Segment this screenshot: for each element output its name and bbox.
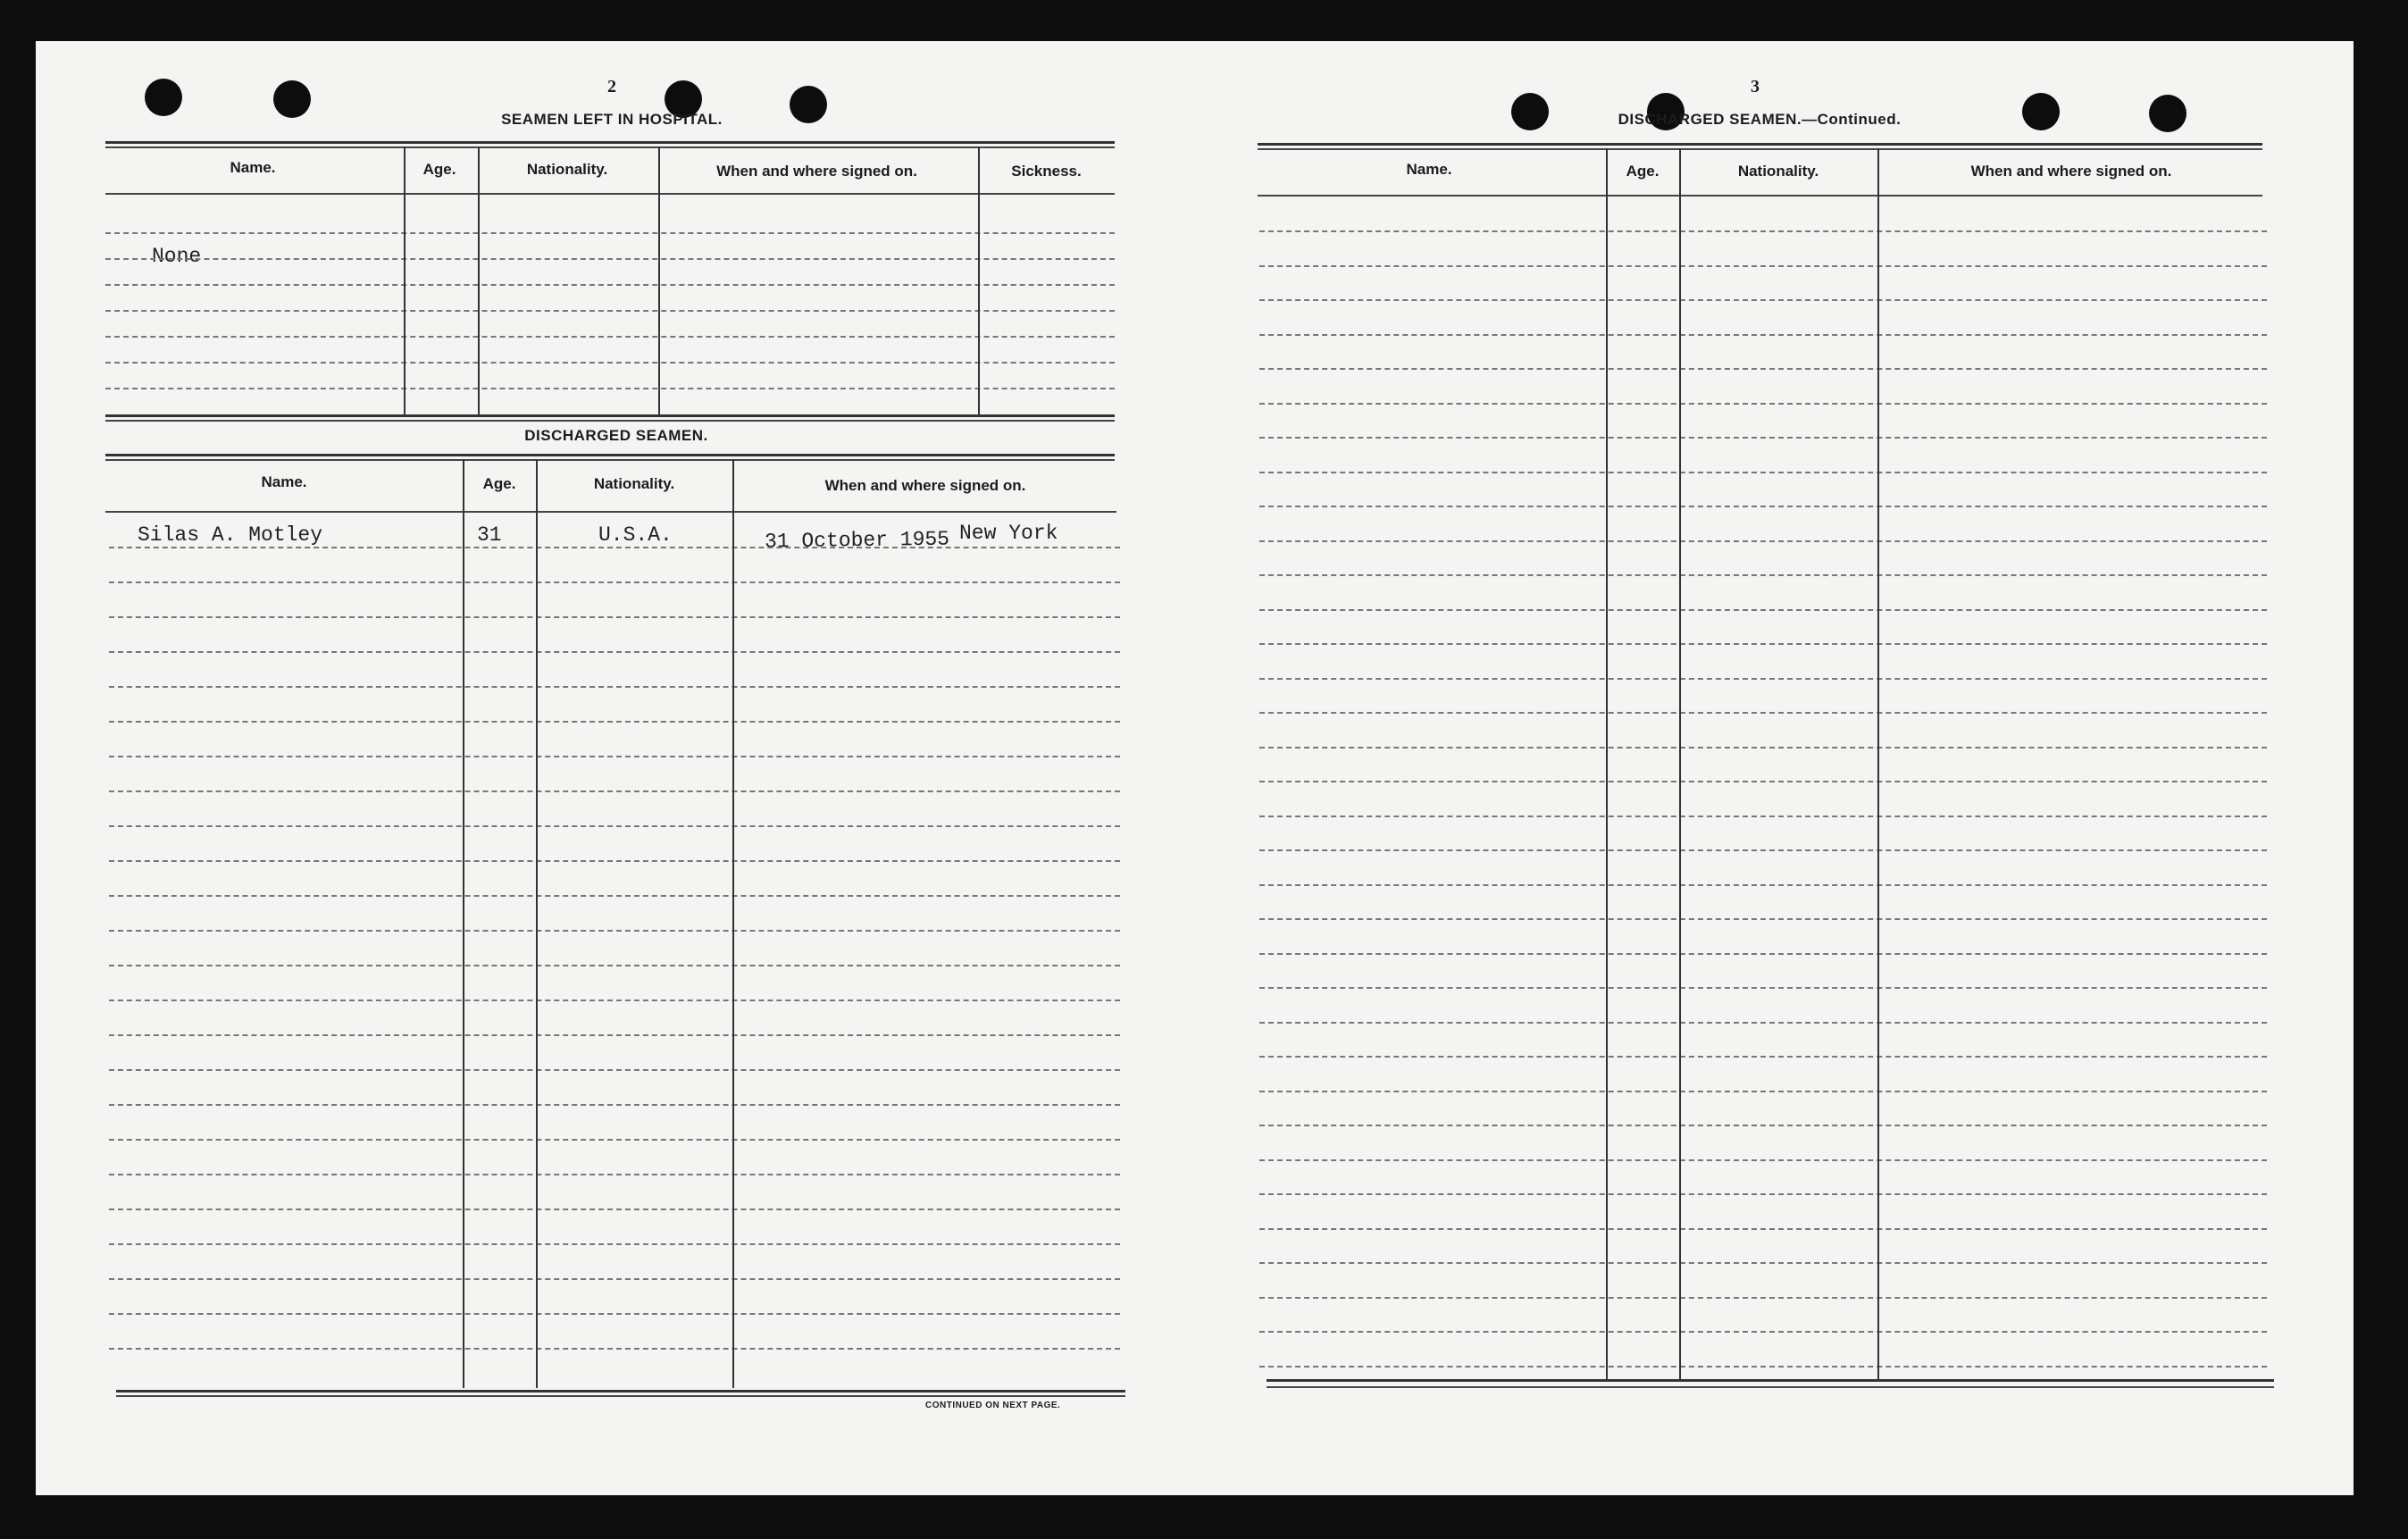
ruled-line: [1259, 1228, 2267, 1230]
left-bottom-rule: [116, 1390, 1125, 1393]
discharged-col-signed-on: When and where signed on.: [824, 477, 1026, 494]
punch-hole: [1511, 93, 1549, 130]
column-divider: [1877, 148, 1879, 1381]
ruled-line: [1259, 747, 2267, 749]
ruled-line: [109, 895, 1120, 897]
hospital-col-name: Name.: [230, 159, 276, 176]
discharged-row-age: 31: [477, 523, 502, 547]
ruled-line: [1259, 1091, 2267, 1092]
ruled-line: [1259, 953, 2267, 955]
hospital-col-nationality: Nationality.: [526, 161, 608, 178]
discharged-row-date: 31 October 1955: [764, 527, 950, 554]
column-divider: [978, 146, 980, 414]
ruled-line: [1259, 816, 2267, 817]
column-divider: [478, 146, 480, 414]
right-bottom-rule: [1267, 1379, 2274, 1382]
ruled-line: [105, 388, 1115, 389]
ruled-line: [109, 1348, 1120, 1350]
ruled-line: [105, 232, 1115, 234]
ruled-line: [109, 651, 1120, 653]
ruled-line: [109, 1209, 1120, 1210]
ruled-line: [109, 1313, 1120, 1315]
continued-footer: CONTINUED ON NEXT PAGE.: [925, 1401, 1061, 1410]
ruled-line: [109, 1278, 1120, 1280]
hospital-bottom-rule-2: [105, 420, 1115, 422]
ruled-line: [1259, 506, 2267, 507]
discharged-header-rule: [105, 511, 1116, 513]
page-number-right: 3: [1751, 77, 1760, 96]
discharged-section-title: DISCHARGED SEAMEN.: [524, 427, 708, 444]
discharged-col-nationality: Nationality.: [593, 475, 675, 492]
ruled-line: [109, 756, 1120, 757]
ruled-line: [109, 930, 1120, 932]
ruled-line: [105, 284, 1115, 286]
discharged-row-name: Silas A. Motley: [138, 523, 323, 547]
punch-hole: [273, 80, 311, 118]
discharged-col-age: Age.: [482, 475, 516, 492]
ruled-line: [109, 965, 1120, 966]
ruled-line: [105, 310, 1115, 312]
ruled-line: [1259, 781, 2267, 782]
ruled-line: [1259, 368, 2267, 370]
ruled-line: [109, 686, 1120, 688]
ruled-line: [1259, 472, 2267, 473]
ruled-line: [1259, 1297, 2267, 1299]
column-divider: [463, 459, 464, 1388]
right-col-age: Age.: [1626, 163, 1660, 180]
discharged-row-nationality: U.S.A.: [598, 523, 673, 547]
column-divider: [1606, 148, 1608, 1381]
ruled-line: [1259, 849, 2267, 851]
right-col-name: Name.: [1406, 161, 1452, 178]
ruled-line: [1259, 712, 2267, 714]
discharged-col-name: Name.: [261, 473, 307, 490]
ruled-line: [1259, 1193, 2267, 1195]
ruled-line: [1259, 403, 2267, 405]
ruled-line: [109, 1243, 1120, 1245]
column-divider: [1679, 148, 1681, 1381]
ruled-line: [109, 790, 1120, 792]
ruled-line: [109, 1000, 1120, 1001]
punch-hole: [2022, 93, 2060, 130]
ruled-line: [1259, 437, 2267, 439]
ruled-line: [1259, 299, 2267, 301]
right-page: [1166, 41, 2354, 1495]
hospital-entry-none: None: [152, 245, 202, 268]
ruled-line: [1259, 609, 2267, 611]
ruled-line: [1259, 1159, 2267, 1161]
discharged-top-rule-2: [105, 459, 1115, 461]
hospital-section-title: SEAMEN LEFT IN HOSPITAL.: [501, 111, 723, 128]
right-section-title: DISCHARGED SEAMEN.—Continued.: [1618, 111, 1902, 128]
ruled-line: [1259, 678, 2267, 680]
ruled-line: [1259, 987, 2267, 989]
hospital-top-rule: [105, 141, 1115, 144]
ruled-line: [1259, 1262, 2267, 1264]
hospital-col-sickness: Sickness.: [1011, 163, 1082, 180]
ruled-line: [109, 616, 1120, 618]
punch-hole: [2149, 95, 2186, 132]
ruled-line: [109, 1069, 1120, 1071]
right-top-rule-2: [1258, 148, 2262, 150]
ruled-line: [109, 1104, 1120, 1106]
right-header-rule: [1258, 195, 2262, 197]
punch-hole: [145, 79, 182, 116]
ruled-line: [109, 1139, 1120, 1141]
ruled-line: [1259, 265, 2267, 267]
ruled-line: [109, 581, 1120, 583]
ruled-line: [1259, 884, 2267, 886]
left-bottom-rule-2: [116, 1395, 1125, 1397]
column-divider: [732, 459, 734, 1388]
ruled-line: [1259, 540, 2267, 542]
column-divider: [404, 146, 406, 414]
ruled-line: [109, 860, 1120, 862]
ruled-line: [109, 1174, 1120, 1175]
hospital-bottom-rule: [105, 414, 1115, 417]
ruled-line: [1259, 1056, 2267, 1058]
ruled-line: [1259, 643, 2267, 645]
hospital-top-rule-2: [105, 146, 1115, 148]
ruled-line: [1259, 1022, 2267, 1024]
ruled-line: [105, 258, 1115, 260]
ruled-line: [105, 336, 1115, 338]
right-bottom-rule-2: [1267, 1386, 2274, 1388]
column-divider: [536, 459, 538, 1388]
ruled-line: [1259, 1125, 2267, 1126]
ruled-line: [1259, 334, 2267, 336]
ruled-line: [109, 721, 1120, 723]
hospital-col-signed-on: When and where signed on.: [716, 163, 917, 180]
column-divider: [658, 146, 660, 414]
hospital-header-rule: [105, 193, 1115, 195]
right-top-rule: [1258, 143, 2262, 146]
ruled-line: [109, 1034, 1120, 1036]
hospital-col-age: Age.: [422, 161, 456, 178]
discharged-top-rule: [105, 454, 1115, 456]
page-number-left: 2: [607, 77, 616, 96]
ruled-line: [1259, 1366, 2267, 1368]
ruled-line: [1259, 1331, 2267, 1333]
ruled-line: [105, 362, 1115, 364]
ruled-line: [109, 825, 1120, 827]
right-col-nationality: Nationality.: [1737, 163, 1819, 180]
ruled-line: [1259, 230, 2267, 232]
ruled-line: [1259, 918, 2267, 920]
right-col-signed-on: When and where signed on.: [1970, 163, 2172, 180]
ruled-line: [1259, 574, 2267, 576]
ruled-line: [109, 547, 1120, 548]
discharged-row-place: New York: [959, 522, 1058, 545]
